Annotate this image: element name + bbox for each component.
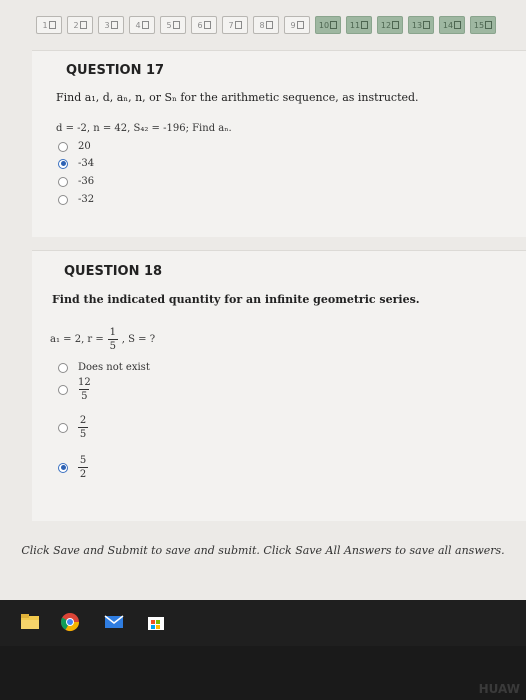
question-17-option-4[interactable]: -32 [58, 194, 94, 205]
question-17-title: QUESTION 17 [66, 63, 165, 78]
nav-question-14[interactable]: 14 [439, 16, 465, 34]
nav-question-9[interactable]: 9 [284, 16, 310, 34]
question-18-option-2[interactable]: $\frac{12}{5}$ [58, 377, 91, 402]
nav-question-8[interactable]: 8 [253, 16, 279, 34]
nav-question-5[interactable]: 5 [160, 16, 186, 34]
question-17-block [32, 50, 526, 237]
nav-question-3[interactable]: 3 [98, 16, 124, 34]
question-17-option-3[interactable]: -36 [58, 176, 94, 187]
nav-question-1[interactable]: 1 [36, 16, 62, 34]
question-17-option-2[interactable]: -34 [58, 158, 94, 169]
question-navigation [36, 16, 496, 38]
question-17-option-1[interactable]: 20 [58, 141, 91, 152]
nav-question-2[interactable]: 2 [67, 16, 93, 34]
radio-button-selected[interactable] [58, 159, 68, 169]
nav-question-13[interactable]: 13 [408, 16, 434, 34]
nav-question-10[interactable]: 10 [315, 16, 341, 34]
question-18-title: QUESTION 18 [64, 264, 163, 279]
radio-button[interactable] [58, 195, 68, 205]
question-18-option-1[interactable]: Does not exist [58, 362, 150, 373]
radio-button[interactable] [58, 423, 68, 433]
question-17-prompt: Find a₁, d, aₙ, n, or Sₙ for the arithmetic sequence, as instructed. [56, 91, 419, 104]
radio-button[interactable] [58, 385, 68, 395]
taskbar [0, 600, 526, 646]
radio-button[interactable] [58, 363, 68, 373]
device-brand-watermark: HUAW [478, 682, 520, 696]
save-instructions: Click Save and Submit to save and submit. Click Save All Answers to save all answers. [21, 544, 505, 557]
question-18-option-3[interactable]: $\frac{2}{5}$ [58, 415, 88, 440]
nav-question-11[interactable]: 11 [346, 16, 372, 34]
nav-question-4[interactable]: 4 [129, 16, 155, 34]
nav-question-15[interactable]: 15 [470, 16, 496, 34]
store-icon[interactable] [146, 612, 166, 632]
mail-icon[interactable] [104, 612, 124, 632]
radio-button-selected[interactable] [58, 463, 68, 473]
nav-question-6[interactable]: 6 [191, 16, 217, 34]
radio-button[interactable] [58, 177, 68, 187]
file-explorer-icon[interactable] [20, 612, 40, 632]
nav-question-7[interactable]: 7 [222, 16, 248, 34]
question-18-given: a₁ = 2, r = $\frac{1}{5}$ , S = ? [50, 327, 156, 352]
radio-button[interactable] [58, 142, 68, 152]
question-17-given: d = -2, n = 42, S₄₂ = -196; Find aₙ. [56, 123, 232, 134]
question-18-option-4[interactable]: $\frac{5}{2}$ [58, 455, 88, 480]
question-18-block [32, 250, 526, 521]
question-18-prompt: Find the indicated quantity for an infinite geometric series. [52, 293, 420, 306]
nav-question-12[interactable]: 12 [377, 16, 403, 34]
chrome-icon[interactable] [60, 612, 80, 632]
